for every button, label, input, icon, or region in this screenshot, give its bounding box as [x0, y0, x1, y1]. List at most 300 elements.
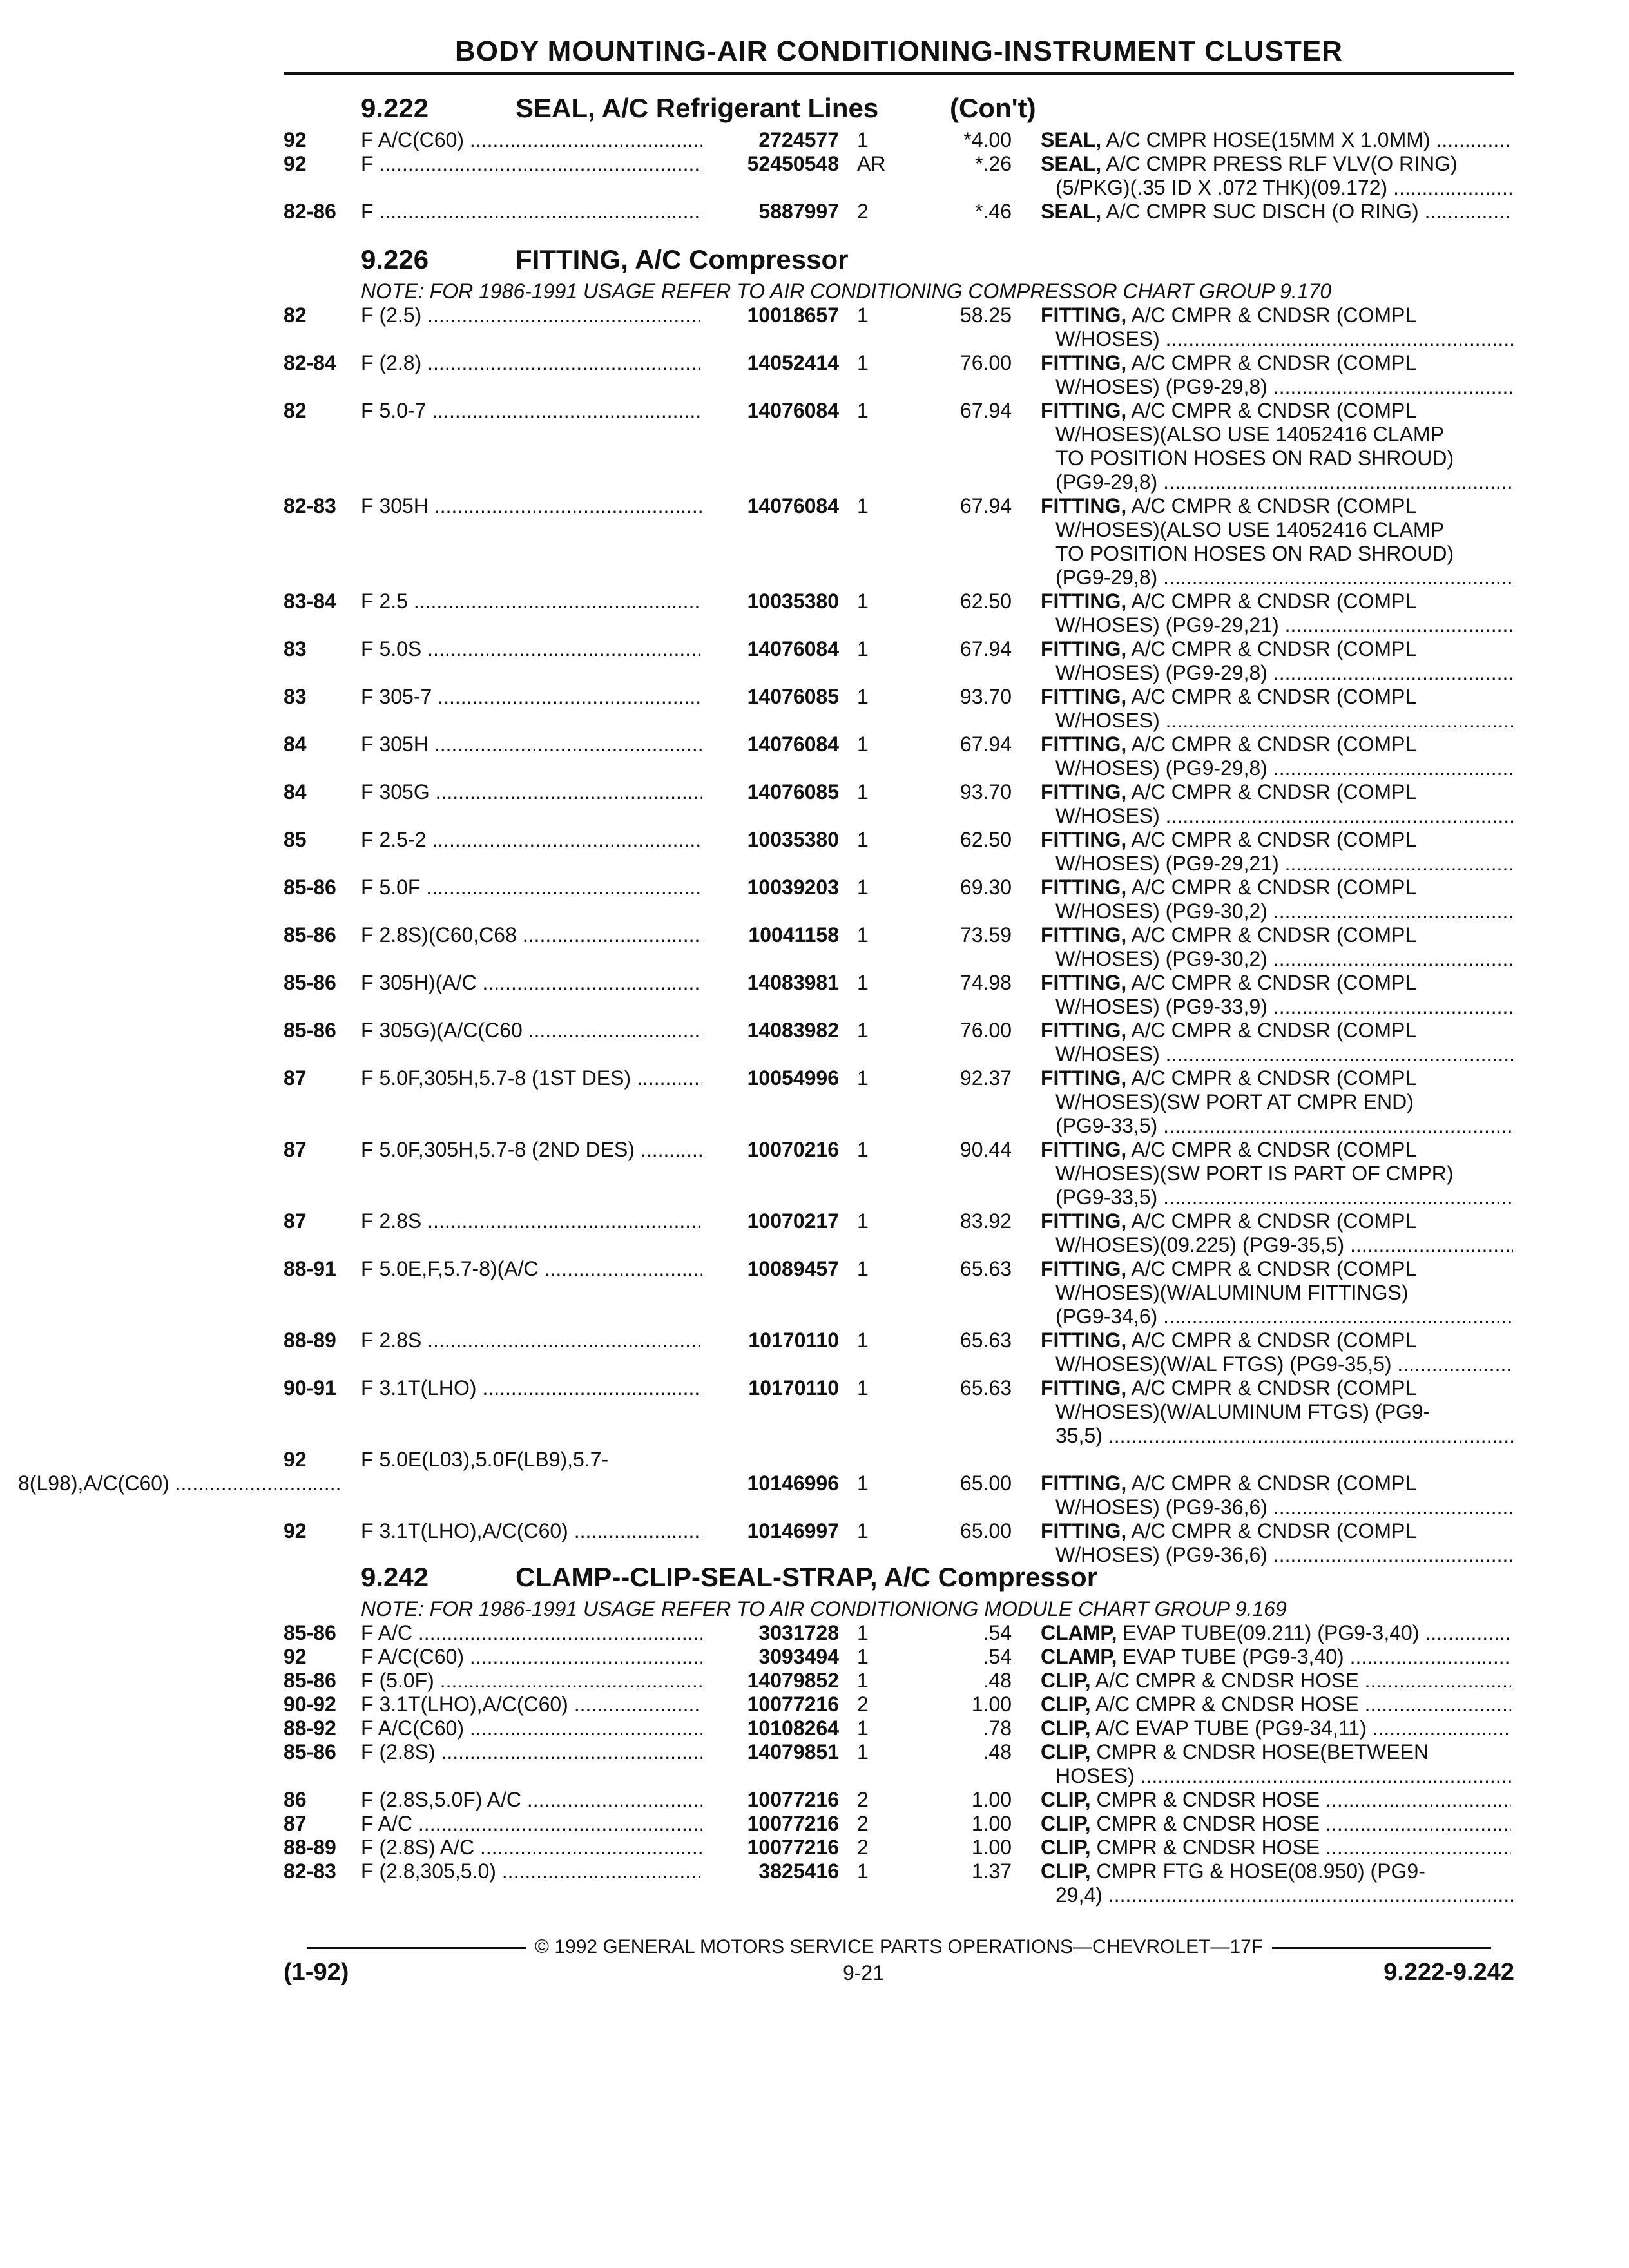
- row-price: .54: [983, 1621, 1012, 1644]
- row-quantity: AR: [857, 152, 886, 175]
- row-description: [1041, 151, 1511, 176]
- row-year: 92: [284, 128, 307, 151]
- row-usage-text: F (2.8S,5.0F) A/C .....: [361, 1788, 702, 1811]
- row-usage-text: F (2.8S) .....: [361, 1740, 702, 1763]
- row-usage: [361, 1740, 702, 1764]
- row-quantity: 1: [857, 1257, 869, 1280]
- row-usage: [361, 970, 702, 995]
- row-description-text: W/HOSES) .....: [1055, 327, 1513, 351]
- row-description-text: (PG9-29,8) .....: [1055, 566, 1513, 589]
- row-quantity: 2: [857, 200, 869, 223]
- row-description: [1041, 1066, 1511, 1090]
- header-rule: [284, 72, 1514, 75]
- row-price: 67.94: [959, 399, 1012, 422]
- row-price: 58.25: [959, 303, 1012, 327]
- row-year: 88-89: [284, 1836, 336, 1859]
- row-quantity: 1: [857, 1209, 869, 1233]
- row-description-text: FITTING, A/C CMPR & CNDSR (COMPL: [1041, 828, 1417, 851]
- row-year: 85-86: [284, 876, 336, 899]
- row-quantity: 1: [857, 923, 869, 947]
- row-description: [1041, 1471, 1511, 1495]
- copyright-text: © 1992 GENERAL MOTORS SERVICE PARTS OPERATIONS—CHEVROLET—17F: [534, 1936, 1264, 1957]
- description-keyword: FITTING,: [1041, 1329, 1127, 1352]
- table-row-continuation: [0, 1352, 1629, 1376]
- row-description-text: W/HOSES) (PG9-29,21) .....: [1055, 613, 1513, 637]
- row-description-text: W/HOSES) (PG9-29,21) .....: [1055, 852, 1513, 875]
- row-description-text: 29,4) .....: [1055, 1883, 1513, 1907]
- row-price: *4.00: [963, 128, 1012, 151]
- row-usage-text: F 3.1T(LHO) .....: [361, 1376, 702, 1399]
- section-note: NOTE: FOR 1986-1991 USAGE REFER TO AIR CONDITIONIONG MODULE CHART GROUP 9.169: [361, 1597, 1287, 1620]
- description-keyword: CLIP,: [1041, 1716, 1091, 1740]
- description-keyword: SEAL,: [1041, 200, 1102, 223]
- row-usage-text: F A/C(C60) .....: [361, 128, 702, 151]
- row-description: [1041, 1692, 1511, 1716]
- row-price: 1.00: [971, 1693, 1012, 1716]
- row-usage-text: F 5.0F .....: [361, 876, 702, 899]
- row-part-number: 10077216: [747, 1693, 839, 1716]
- row-usage: [361, 1716, 702, 1740]
- row-part-number: 14083981: [747, 971, 839, 994]
- row-part-number: 14052414: [747, 351, 839, 374]
- table-row-continuation: [0, 1233, 1629, 1257]
- row-quantity: 1: [857, 780, 869, 803]
- row-usage: [361, 827, 702, 852]
- row-part-number: 10146997: [747, 1519, 839, 1542]
- row-description: [1055, 1304, 1513, 1329]
- row-year: 84: [284, 780, 307, 803]
- row-year: 86: [284, 1788, 307, 1811]
- row-part-number: 10170110: [748, 1329, 839, 1352]
- section-heading: [0, 1559, 1629, 1595]
- row-usage: [361, 1376, 702, 1400]
- row-usage-text: F 5.0E,F,5.7-8)(A/C .....: [361, 1257, 702, 1280]
- row-usage: [361, 1620, 702, 1645]
- row-quantity: 1: [857, 590, 869, 613]
- row-year: 85-86: [284, 923, 336, 947]
- row-year: 90-91: [284, 1376, 336, 1399]
- row-description-text: CLIP, CMPR & CNDSR HOSE .....: [1041, 1836, 1511, 1859]
- row-description-text: FITTING, A/C CMPR & CNDSR (COMPL: [1041, 685, 1417, 708]
- row-description-text: W/HOSES) (PG9-30,2) .....: [1055, 899, 1513, 923]
- row-price: *.26: [975, 152, 1012, 175]
- row-usage: [361, 780, 702, 804]
- row-year: 82-84: [284, 351, 336, 374]
- table-row-usage-line: [0, 1447, 1629, 1472]
- row-description-text: FITTING, A/C CMPR & CNDSR (COMPL: [1041, 1138, 1417, 1161]
- row-description-text: FITTING, A/C CMPR & CNDSR (COMPL: [1041, 923, 1417, 947]
- page-title: BODY MOUNTING-AIR CONDITIONING-INSTRUMENT CLUSTER: [455, 35, 1343, 67]
- description-keyword: FITTING,: [1041, 351, 1127, 374]
- row-description: [1055, 947, 1513, 971]
- row-description-text: (PG9-33,5) .....: [1055, 1114, 1513, 1137]
- row-price: .48: [983, 1669, 1012, 1692]
- row-part-number: 3825416: [758, 1860, 839, 1883]
- row-usage-text: F (2.5) .....: [361, 303, 702, 327]
- row-year: 92: [284, 1645, 307, 1668]
- row-description: [1041, 1835, 1511, 1860]
- row-description-text: HOSES) .....: [1055, 1764, 1513, 1787]
- section-note: NOTE: FOR 1986-1991 USAGE REFER TO AIR CONDITIONING COMPRESSOR CHART GROUP 9.170: [361, 280, 1332, 303]
- row-description-text: FITTING, A/C CMPR & CNDSR (COMPL: [1041, 971, 1417, 994]
- row-description-text: W/HOSES) (PG9-33,9) .....: [1055, 995, 1513, 1018]
- row-usage-text: F A/C(C60) .....: [361, 1716, 702, 1740]
- row-quantity: 1: [857, 637, 869, 660]
- row-description: [1055, 1090, 1513, 1114]
- row-part-number: 10170110: [748, 1376, 839, 1399]
- row-part-number: 10077216: [747, 1836, 839, 1859]
- row-quantity: 1: [857, 1740, 869, 1763]
- row-part-number: 10089457: [747, 1257, 839, 1280]
- row-part-number: 14076085: [747, 780, 839, 803]
- row-description-text: FITTING, A/C CMPR & CNDSR (COMPL: [1041, 1209, 1417, 1233]
- table-row: [0, 875, 1629, 899]
- description-keyword: FITTING,: [1041, 971, 1127, 994]
- row-description: [1055, 1185, 1513, 1209]
- description-keyword: FITTING,: [1041, 590, 1127, 613]
- table-row: [0, 1811, 1629, 1836]
- row-quantity: 1: [857, 1716, 869, 1740]
- table-row-continuation: [0, 803, 1629, 828]
- row-description: [1055, 470, 1513, 494]
- table-row-continuation: [0, 1495, 1629, 1519]
- row-quantity: 1: [857, 1329, 869, 1352]
- row-description: [1055, 851, 1513, 876]
- table-row: [0, 827, 1629, 852]
- row-year: 92: [284, 1448, 307, 1471]
- group-range: 9.222-9.242: [1383, 1959, 1514, 1986]
- row-part-number: 14079851: [747, 1740, 839, 1763]
- table-row-continuation: [0, 1304, 1629, 1329]
- row-price: 73.59: [959, 923, 1012, 947]
- description-keyword: CLAMP,: [1041, 1645, 1117, 1668]
- row-usage: [361, 1256, 702, 1281]
- row-year: 82-83: [284, 494, 336, 517]
- table-row: [0, 1519, 1629, 1543]
- row-usage-text: F 3.1T(LHO),A/C(C60) .....: [361, 1519, 702, 1542]
- row-usage-text: F 3.1T(LHO),A/C(C60) .....: [361, 1693, 702, 1716]
- row-part-number: 10018657: [747, 303, 839, 327]
- row-price: 1.00: [971, 1812, 1012, 1835]
- table-row-continuation: [0, 1113, 1629, 1138]
- row-description-text: FITTING, A/C CMPR & CNDSR (COMPL: [1041, 1066, 1417, 1090]
- row-usage: [0, 1471, 342, 1495]
- row-description-text: FITTING, A/C CMPR & CNDSR (COMPL: [1041, 590, 1417, 613]
- row-description: [1055, 422, 1513, 447]
- row-description: [1055, 1883, 1513, 1907]
- row-part-number: 10070216: [747, 1138, 839, 1161]
- row-usage: [361, 398, 702, 423]
- table-row: [0, 1018, 1629, 1043]
- row-description-text: FITTING, A/C CMPR & CNDSR (COMPL: [1041, 494, 1417, 517]
- description-keyword: FITTING,: [1041, 923, 1127, 947]
- row-price: 65.63: [959, 1329, 1012, 1352]
- row-quantity: 2: [857, 1836, 869, 1859]
- row-price: 1.00: [971, 1836, 1012, 1859]
- row-part-number: 52450548: [747, 152, 839, 175]
- row-price: 93.70: [959, 685, 1012, 708]
- row-description-text: FITTING, A/C CMPR & CNDSR (COMPL: [1041, 1019, 1417, 1042]
- description-keyword: FITTING,: [1041, 1019, 1127, 1042]
- row-year: 87: [284, 1138, 307, 1161]
- row-year: 85-86: [284, 1621, 336, 1644]
- row-description: [1041, 494, 1511, 518]
- table-row-continuation: [0, 1161, 1629, 1186]
- page-number: 9-21: [842, 1961, 885, 1984]
- row-usage-text: F 5.0F,305H,5.7-8 (1ST DES) .....: [361, 1066, 702, 1090]
- row-description-text: W/HOSES) .....: [1055, 709, 1513, 732]
- row-price: 67.94: [959, 637, 1012, 660]
- table-row: [0, 1256, 1629, 1281]
- row-description: [1041, 303, 1511, 327]
- row-part-number: 14076084: [747, 494, 839, 517]
- row-usage: [361, 1644, 702, 1669]
- row-description: [1055, 565, 1513, 590]
- row-description-text: CLIP, A/C CMPR & CNDSR HOSE .....: [1041, 1693, 1511, 1716]
- row-usage: [361, 1328, 702, 1352]
- description-keyword: FITTING,: [1041, 1138, 1127, 1161]
- row-description-text: W/HOSES)(SW PORT IS PART OF CMPR): [1055, 1162, 1454, 1185]
- description-keyword: FITTING,: [1041, 780, 1127, 803]
- row-year: 87: [284, 1812, 307, 1835]
- description-keyword: CLIP,: [1041, 1812, 1091, 1835]
- table-row-continuation: [0, 517, 1629, 542]
- row-year: 88-92: [284, 1716, 336, 1740]
- row-quantity: 2: [857, 1812, 869, 1835]
- row-usage-text: F .....: [361, 152, 702, 175]
- row-description: [1041, 970, 1511, 995]
- row-description: [1055, 660, 1513, 685]
- table-row: [0, 1471, 1629, 1495]
- row-description: [1041, 875, 1511, 899]
- row-description-text: FITTING, A/C CMPR & CNDSR (COMPL: [1041, 1472, 1417, 1495]
- description-keyword: CLIP,: [1041, 1740, 1091, 1763]
- row-description: [1055, 1280, 1513, 1305]
- section-heading: [0, 90, 1629, 126]
- row-description: [1041, 1256, 1511, 1281]
- description-keyword: FITTING,: [1041, 876, 1127, 899]
- table-row: [0, 1066, 1629, 1090]
- section-number: 9.222: [361, 93, 429, 123]
- row-usage-text: F 5.0F,305H,5.7-8 (2ND DES) .....: [361, 1138, 702, 1161]
- description-keyword: FITTING,: [1041, 1519, 1127, 1542]
- row-usage-text: F (2.8) .....: [361, 351, 702, 374]
- row-usage-text: F 305H .....: [361, 733, 702, 756]
- row-part-number: 10041158: [748, 923, 839, 947]
- row-description-text: FITTING, A/C CMPR & CNDSR (COMPL: [1041, 780, 1417, 803]
- row-description: [1041, 351, 1511, 375]
- row-description-text: (PG9-29,8) .....: [1055, 470, 1513, 494]
- row-quantity: 1: [857, 399, 869, 422]
- table-row-continuation: [0, 756, 1629, 780]
- table-row: [0, 1716, 1629, 1740]
- row-description: [1055, 1495, 1513, 1519]
- description-keyword: FITTING,: [1041, 1209, 1127, 1233]
- table-row-continuation: [0, 1763, 1629, 1788]
- description-keyword: CLIP,: [1041, 1860, 1091, 1883]
- row-quantity: 1: [857, 828, 869, 851]
- row-description-text: W/HOSES)(ALSO USE 14052416 CLAMP: [1055, 518, 1444, 541]
- row-usage: [361, 1066, 702, 1090]
- row-part-number: 14083982: [747, 1019, 839, 1042]
- row-description: [1041, 1811, 1511, 1836]
- footer-rule-left: [307, 1947, 526, 1949]
- row-part-number: 14076084: [747, 637, 839, 660]
- row-description-text: FITTING, A/C CMPR & CNDSR (COMPL: [1041, 303, 1417, 327]
- row-usage: [361, 1209, 702, 1233]
- row-description-text: W/HOSES)(SW PORT AT CMPR END): [1055, 1090, 1414, 1113]
- description-keyword: SEAL,: [1041, 152, 1102, 175]
- table-row: [0, 1835, 1629, 1860]
- row-price: 65.63: [959, 1376, 1012, 1399]
- description-keyword: CLIP,: [1041, 1836, 1091, 1859]
- row-usage-text: F 5.0S .....: [361, 637, 702, 660]
- row-description: [1041, 1740, 1511, 1764]
- row-price: 69.30: [959, 876, 1012, 899]
- table-row: [0, 637, 1629, 661]
- row-quantity: 1: [857, 1519, 869, 1542]
- row-usage: [361, 1692, 702, 1716]
- row-usage-text: F 2.8S .....: [361, 1329, 702, 1352]
- table-row-continuation: [0, 613, 1629, 637]
- table-row-continuation: [0, 446, 1629, 470]
- row-price: 1.37: [971, 1860, 1012, 1883]
- row-description-text: CLIP, CMPR & CNDSR HOSE .....: [1041, 1788, 1511, 1811]
- row-quantity: 1: [857, 1376, 869, 1399]
- row-price: 67.94: [959, 733, 1012, 756]
- row-usage: [361, 303, 702, 327]
- row-description-text: W/HOSES)(09.225) (PG9-35,5) .....: [1055, 1233, 1513, 1256]
- table-row: [0, 303, 1629, 327]
- row-usage: [361, 875, 702, 899]
- row-description-text: W/HOSES) (PG9-36,6) .....: [1055, 1495, 1513, 1519]
- row-description: [1055, 756, 1513, 780]
- row-year: 85-86: [284, 1019, 336, 1042]
- row-price: 93.70: [959, 780, 1012, 803]
- row-price: 65.00: [959, 1472, 1012, 1495]
- row-description: [1041, 923, 1511, 947]
- table-row: [0, 780, 1629, 804]
- row-description: [1041, 1018, 1511, 1043]
- row-usage: [361, 1668, 702, 1693]
- row-quantity: 1: [857, 733, 869, 756]
- table-row: [0, 923, 1629, 947]
- table-row: [0, 351, 1629, 375]
- description-keyword: CLIP,: [1041, 1669, 1091, 1692]
- revision-date: (1-92): [284, 1959, 349, 1986]
- row-year: 83: [284, 637, 307, 660]
- row-description-text: CLAMP, EVAP TUBE(09.211) (PG9-3,40) .....: [1041, 1621, 1511, 1644]
- row-description: [1055, 517, 1513, 542]
- row-price: 74.98: [959, 971, 1012, 994]
- row-part-number: 10077216: [747, 1812, 839, 1835]
- section-name: FITTING, A/C Compressor: [516, 244, 849, 274]
- row-description: [1055, 175, 1513, 200]
- row-usage-text: F (5.0F) .....: [361, 1669, 702, 1692]
- row-usage-text: F 2.8S .....: [361, 1209, 702, 1233]
- row-description: [1055, 1399, 1513, 1424]
- table-row-continuation: [0, 708, 1629, 733]
- table-row: [0, 151, 1629, 176]
- row-description: [1055, 1423, 1513, 1448]
- row-description-text: SEAL, A/C CMPR HOSE(15MM X 1.0MM) .....: [1041, 128, 1511, 151]
- row-year: 82: [284, 399, 307, 422]
- row-description-text: FITTING, A/C CMPR & CNDSR (COMPL: [1041, 351, 1417, 374]
- row-description: [1055, 994, 1513, 1019]
- row-quantity: 2: [857, 1693, 869, 1716]
- row-description-text: 35,5) .....: [1055, 1424, 1513, 1447]
- row-usage: [361, 1519, 702, 1543]
- row-description-text: FITTING, A/C CMPR & CNDSR (COMPL: [1041, 637, 1417, 660]
- row-description-text: W/HOSES) .....: [1055, 1043, 1513, 1066]
- description-keyword: FITTING,: [1041, 399, 1127, 422]
- row-description: [1055, 899, 1513, 923]
- row-quantity: 1: [857, 876, 869, 899]
- row-description: [1041, 1519, 1511, 1543]
- row-description-text: TO POSITION HOSES ON RAD SHROUD): [1055, 542, 1454, 565]
- description-keyword: FITTING,: [1041, 1472, 1127, 1495]
- row-description: [1041, 1328, 1511, 1352]
- row-description-text: W/HOSES) (PG9-30,2) .....: [1055, 947, 1513, 970]
- table-row: [0, 1137, 1629, 1162]
- row-year: 87: [284, 1209, 307, 1233]
- row-description-text: W/HOSES) (PG9-29,8) .....: [1055, 375, 1513, 398]
- row-quantity: 1: [857, 1669, 869, 1692]
- table-row: [0, 1668, 1629, 1693]
- table-row: [0, 128, 1629, 152]
- row-quantity: 1: [857, 1019, 869, 1042]
- row-part-number: 3031728: [758, 1621, 839, 1644]
- section-name: SEAL, A/C Refrigerant Lines: [516, 93, 879, 123]
- row-quantity: 1: [857, 1621, 869, 1644]
- row-quantity: 1: [857, 1472, 869, 1495]
- table-row-continuation: [0, 660, 1629, 685]
- row-usage-text: F (2.8S) A/C .....: [361, 1836, 702, 1859]
- table-row: [0, 1209, 1629, 1233]
- row-usage: [361, 1811, 702, 1836]
- row-usage: [361, 351, 702, 375]
- row-description: [1041, 780, 1511, 804]
- row-description: [1041, 684, 1511, 709]
- row-price: 76.00: [959, 1019, 1012, 1042]
- row-description-text: FITTING, A/C CMPR & CNDSR (COMPL: [1041, 876, 1417, 899]
- row-description-text: FITTING, A/C CMPR & CNDSR (COMPL: [1041, 1519, 1417, 1542]
- row-part-number: 5887997: [758, 200, 839, 223]
- row-description: [1041, 1716, 1511, 1740]
- table-row-continuation: [0, 1042, 1629, 1066]
- description-keyword: FITTING,: [1041, 494, 1127, 517]
- row-price: 65.00: [959, 1519, 1012, 1542]
- description-keyword: FITTING,: [1041, 637, 1127, 660]
- table-row-continuation: [0, 422, 1629, 447]
- table-row-continuation: [0, 851, 1629, 876]
- row-part-number: 14076084: [747, 733, 839, 756]
- row-part-number: 10039203: [747, 876, 839, 899]
- row-part-number: 10054996: [747, 1066, 839, 1090]
- row-price: 62.50: [959, 828, 1012, 851]
- row-description-text: SEAL, A/C CMPR SUC DISCH (O RING) .....: [1041, 200, 1511, 223]
- row-usage-text: F 305G)(A/C(C60 .....: [361, 1019, 702, 1042]
- row-description: [1041, 637, 1511, 661]
- row-quantity: 1: [857, 303, 869, 327]
- row-description: [1055, 1352, 1513, 1376]
- table-row: [0, 684, 1629, 709]
- table-row-continuation: [0, 470, 1629, 494]
- row-description: [1055, 708, 1513, 733]
- row-description: [1055, 327, 1513, 351]
- description-keyword: SEAL,: [1041, 128, 1102, 151]
- row-usage-text: F .....: [361, 200, 702, 223]
